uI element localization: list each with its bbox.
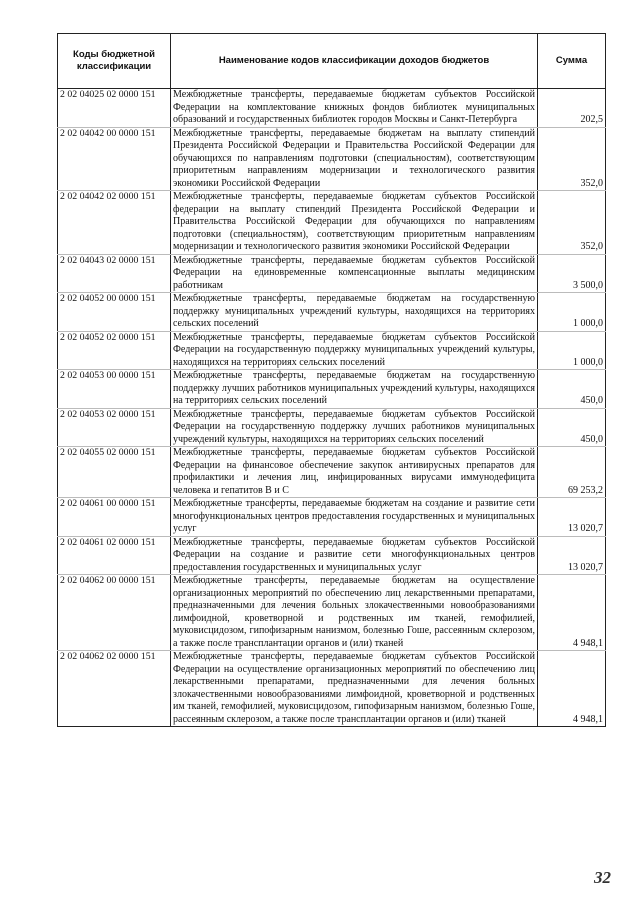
- table-row: [58, 498, 606, 537]
- name-cell: Межбюджетные трансферты, передаваемые бюджетам субъектов Российской Федерации на осуществление организационных мероприятий по обеспечению лиц лекарственными препаратами, предназначенными для лечения больных злокачественными новообразованиями лимфоидной, кроветворной и родственных им тканей, гемофилией, муковисцидозом, гипофизарным нанизмом, болезнью Гоше, рассеянным склерозом, а также после трансплантации органов и (или) тканей: [171, 651, 538, 727]
- budget-revenue-table: [57, 33, 606, 727]
- code-cell: 2 02 04061 00 0000 151: [58, 498, 171, 537]
- code-cell: 2 02 04053 00 0000 151: [58, 370, 171, 409]
- sum-cell: 4 948,1: [538, 651, 606, 727]
- page-number: 32: [594, 868, 611, 887]
- table-row: [58, 536, 606, 575]
- code-cell: 2 02 04043 02 0000 151: [58, 254, 171, 293]
- sum-cell: 4 948,1: [538, 575, 606, 651]
- budget-revenue-table-page: [57, 33, 605, 727]
- table-header-row: [58, 34, 606, 89]
- name-cell: Межбюджетные трансферты, передаваемые бюджетам на выплату стипендий Президента Российской Федерации и Правительства Российской Федерации для обучающихся по направлениям подготовки (специальностям), соответствующим приоритетным направлениям модернизации и технологического развития экономики Российской Федерации: [171, 127, 538, 191]
- name-cell: Межбюджетные трансферты, передаваемые бюджетам субъектов Российской федерации на выплату стипендий Президента Российской Федерации и Правительства Российской Федерации для обучающихся по направлениям подготовки (специальностям), соответствующим приоритетным направлениям модернизации и технологического развития экономики Российской Федерации: [171, 191, 538, 255]
- table-row: [58, 575, 606, 651]
- name-cell: Межбюджетные трансферты, передаваемые бюджетам субъектов Российской Федерации на финансовое обеспечение закупок антивирусных препаратов для профилактики и лечения лиц, инфицированных вирусами иммунодефицита человека и гепатитов В и С: [171, 447, 538, 498]
- code-cell: 2 02 04061 02 0000 151: [58, 536, 171, 575]
- table-row: [58, 127, 606, 191]
- code-cell: 2 02 04052 00 0000 151: [58, 293, 171, 332]
- sum-cell: 450,0: [538, 408, 606, 447]
- code-cell: 2 02 04055 02 0000 151: [58, 447, 171, 498]
- sum-cell: 69 253,2: [538, 447, 606, 498]
- header-name: Наименование кодов классификации доходов бюджетов: [171, 34, 538, 89]
- code-cell: 2 02 04062 00 0000 151: [58, 575, 171, 651]
- name-cell: Межбюджетные трансферты, передаваемые бюджетам субъектов Российской Федерации на государственную поддержку лучших работников муниципальных учреждений культуры, находящихся на территориях сельских поселений: [171, 408, 538, 447]
- sum-cell: 3 500,0: [538, 254, 606, 293]
- name-cell: Межбюджетные трансферты, передаваемые бюджетам субъектов Российской Федерации на создание и развитие сети многофункциональных центров предоставления государственных и муниципальных услуг: [171, 536, 538, 575]
- name-cell: Межбюджетные трансферты, передаваемые бюджетам на государственную поддержку муниципальных учреждений культуры, находящихся на территориях сельских поселений: [171, 293, 538, 332]
- sum-cell: 1 000,0: [538, 331, 606, 370]
- sum-cell: 352,0: [538, 191, 606, 255]
- code-cell: 2 02 04053 02 0000 151: [58, 408, 171, 447]
- name-cell: Межбюджетные трансферты, передаваемые бюджетам на государственную поддержку лучших работников муниципальных учреждений культуры, находящихся на территориях сельских поселений: [171, 370, 538, 409]
- table-row: [58, 191, 606, 255]
- sum-cell: 352,0: [538, 127, 606, 191]
- table-row: [58, 293, 606, 332]
- table-row: [58, 254, 606, 293]
- code-cell: 2 02 04062 02 0000 151: [58, 651, 171, 727]
- table-row: [58, 331, 606, 370]
- header-code: Коды бюджетной классификации: [58, 34, 171, 89]
- sum-cell: 1 000,0: [538, 293, 606, 332]
- header-sum: Сумма: [538, 34, 606, 89]
- sum-cell: 13 020,7: [538, 536, 606, 575]
- code-cell: 2 02 04052 02 0000 151: [58, 331, 171, 370]
- table-row: [58, 408, 606, 447]
- code-cell: 2 02 04025 02 0000 151: [58, 89, 171, 128]
- name-cell: Межбюджетные трансферты, передаваемые бюджетам на осуществление организационных мероприятий по обеспечению лиц лекарственными препаратами, предназначенными для лечения больных злокачественными новообразованиями лимфоидной, кроветворной и родственных им тканей, гемофилией, муковисцидозом, гипофизарным нанизмом, болезнью Гоше, рассеянным склерозом, а также после трансплантации органов и (или) тканей: [171, 575, 538, 651]
- table-row: [58, 651, 606, 727]
- code-cell: 2 02 04042 00 0000 151: [58, 127, 171, 191]
- table-row: [58, 370, 606, 409]
- code-cell: 2 02 04042 02 0000 151: [58, 191, 171, 255]
- sum-cell: 450,0: [538, 370, 606, 409]
- name-cell: Межбюджетные трансферты, передаваемые бюджетам на создание и развитие сети многофункциональных центров предоставления государственных и муниципальных услуг: [171, 498, 538, 537]
- table-row: [58, 89, 606, 128]
- sum-cell: 202,5: [538, 89, 606, 128]
- sum-cell: 13 020,7: [538, 498, 606, 537]
- table-row: [58, 447, 606, 498]
- name-cell: Межбюджетные трансферты, передаваемые бюджетам субъектов Российской Федерации на единовременные компенсационные выплаты медицинским работникам: [171, 254, 538, 293]
- name-cell: Межбюджетные трансферты, передаваемые бюджетам субъектов Российской Федерации на государственную поддержку муниципальных учреждений культуры, находящихся на территориях сельских поселений: [171, 331, 538, 370]
- name-cell: Межбюджетные трансферты, передаваемые бюджетам субъектов Российской Федерации на комплектование книжных фондов библиотек муниципальных образований и государственных библиотек городов Москвы и Санкт-Петербурга: [171, 89, 538, 128]
- table-body: [58, 89, 606, 727]
